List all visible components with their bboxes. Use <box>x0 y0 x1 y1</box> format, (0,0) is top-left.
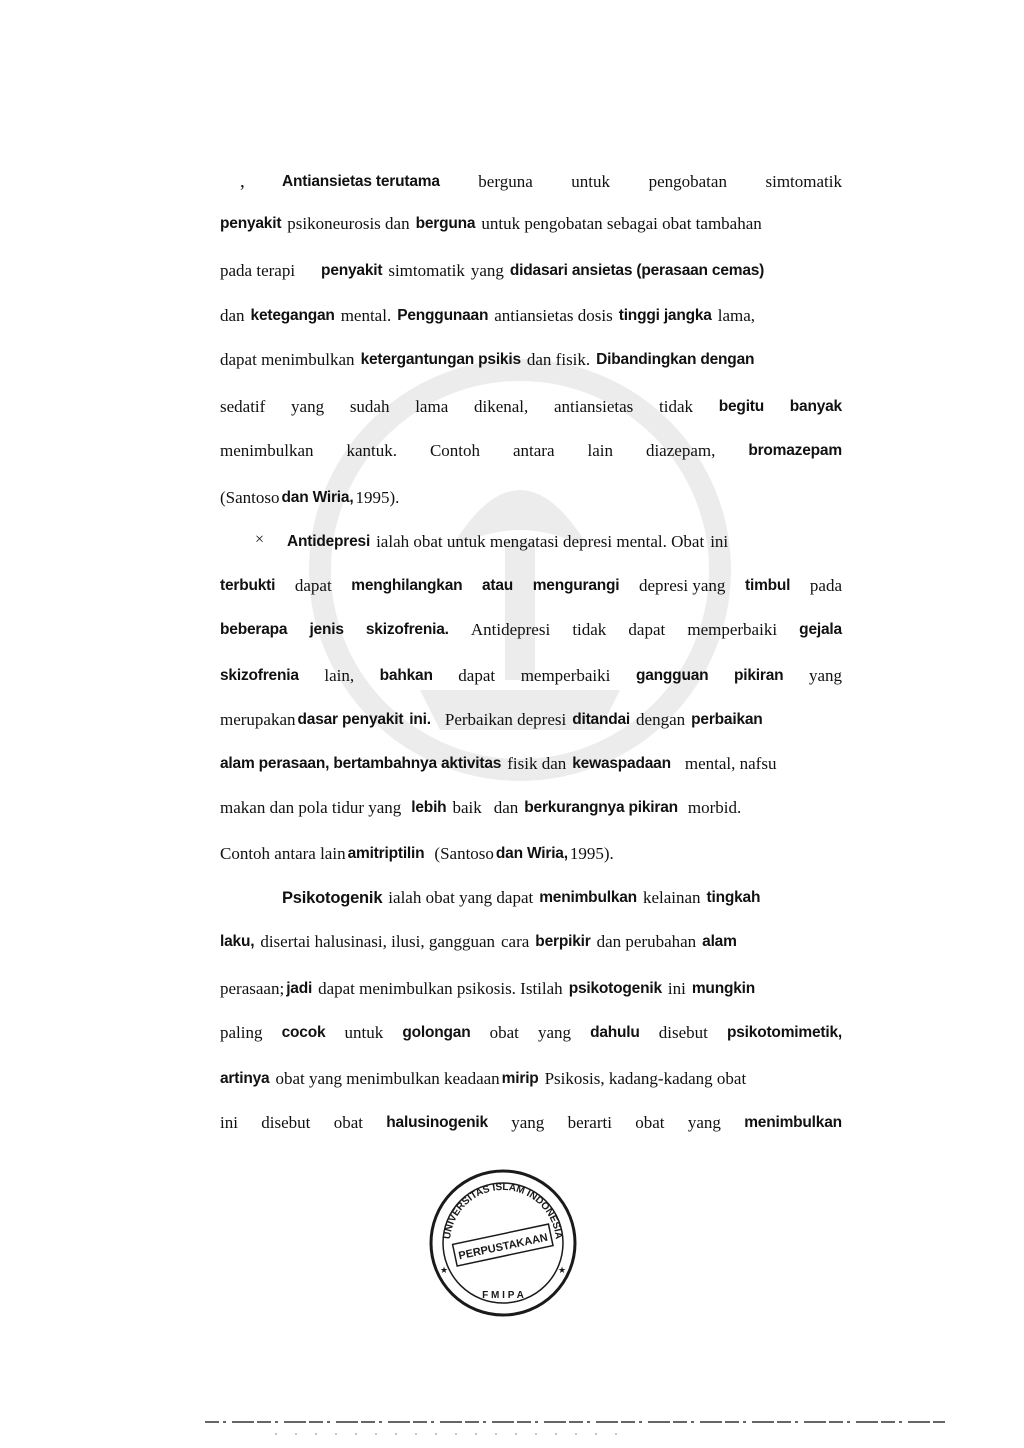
text-line-5: dapat menimbulkan ketergantungan psikis dan fisik. Dibandingkan dengan <box>220 350 755 369</box>
stamp-star-icon: ★ <box>558 1265 567 1275</box>
text-line-8: (Santoso dan Wiria, 1995). <box>220 488 400 507</box>
bullet-cross: × <box>255 531 265 548</box>
text-line-20: paling cocok untuk golongan obat yang dahulu disebut psikotomimetik, <box>220 1023 842 1042</box>
text-line-22: ini disebut obat halusinogenik yang berarti obat yang menimbulkan <box>220 1113 842 1132</box>
text-line-11: beberapa jenis skizofrenia. Antidepresi tidak dapat memperbaiki gejala <box>220 620 842 639</box>
scan-edge-line <box>205 1412 945 1442</box>
text-line-2: penyakit psikoneurosis dan berguna untuk pengobatan sebagai obat tambahan <box>220 214 762 233</box>
text-line-18: laku, disertai halusinasi, ilusi, gangguan cara berpikir dan perubahan alam <box>220 932 737 951</box>
text-line-9: Antidepresi ialah obat untuk mengatasi depresi mental. Obat ini <box>287 532 729 551</box>
text-line-1: Antiansietas terutama berguna untuk pengobatan simtomatik <box>282 172 842 191</box>
library-stamp <box>428 1168 578 1318</box>
text-line-19: perasaan; jadi dapat menimbulkan psikosis. Istilah psikotogenik ini mungkin <box>220 979 756 998</box>
text-line-16: Contoh antara lain amitriptilin (Santoso dan Wiria, 1995). <box>220 844 614 863</box>
text-line-3: pada terapi penyakit simtomatik yang didasari ansietas (perasaan cemas) <box>220 261 765 280</box>
stamp-ring-text: UNIVERSITAS ISLAM INDONESIA <box>442 1181 564 1240</box>
stamp-star-icon: ★ <box>440 1265 449 1275</box>
text-line-7: menimbulkan kantuk. Contoh antara lain diazepam, bromazepam <box>220 441 842 460</box>
text-line-4: dan ketegangan mental. Penggunaan antiansietas dosis tinggi jangka lama, <box>220 306 756 325</box>
text-line-14: alam perasaan, bertambahnya aktivitas fisik dan kewaspadaan mental, nafsu <box>220 754 777 773</box>
text-line-10: terbukti dapat menghilangkan atau mengurangi depresi yang timbul pada <box>220 576 842 595</box>
stamp-label: PERPUSTAKAAN <box>457 1231 549 1263</box>
text-line-6: sedatif yang sudah lama dikenal, antiansietas tidak begitu banyak <box>220 397 842 416</box>
university-watermark-logo <box>300 310 740 830</box>
text-line-12: skizofrenia lain, bahkan dapat memperbaiki gangguan pikiran yang <box>220 666 842 685</box>
text-line-13: merupakan dasar penyakit ini. Perbaikan depresi ditandai dengan perbaikan <box>220 710 763 729</box>
bullet-comma: , <box>240 171 245 192</box>
text-line-17: Psikotogenik ialah obat yang dapat menimbulkan kelainan tingkah <box>282 888 761 907</box>
text-line-21: artinya obat yang menimbulkan keadaan mirip Psikosis, kadang-kadang obat <box>220 1069 747 1088</box>
text-line-15: makan dan pola tidur yang lebih baik dan berkurangnya pikiran morbid. <box>220 798 742 817</box>
stamp-bottom-text: F M I P A <box>482 1290 524 1301</box>
